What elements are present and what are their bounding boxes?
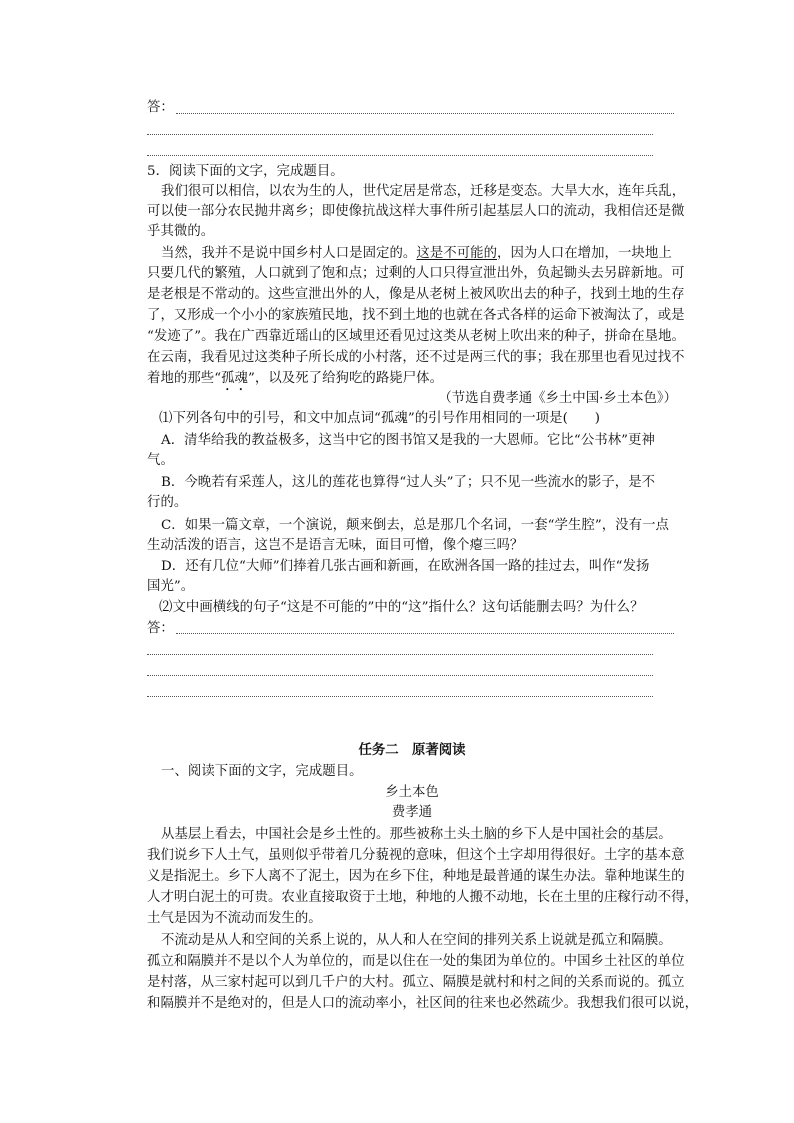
paragraph-line: 我们说乡下人土气，虽则似乎带着几分藐视的意味，但这个土字却用得很好。土字的基本意 (147, 848, 685, 863)
paragraph-line: 了，又形成一个小小的家族殖民地，找不到土地的也就在各式各样的运命下被淘汰了，或是 (147, 308, 685, 323)
answer-line (147, 134, 653, 135)
dotted-word: 孤魂 (221, 371, 248, 386)
answer-line (147, 155, 653, 156)
paragraph-line: 我们很可以相信，以农为生的人，世代定居是常态，迁移是变态。大旱大水，连年兵乱， (161, 184, 686, 199)
option-b-cont: 行的。 (147, 495, 188, 510)
paragraph-line: 从基层上看去，中国社会是乡土性的。那些被称土头土脑的乡下人是中国社会的基层。 (161, 827, 672, 842)
answer-label: 答： (147, 100, 174, 115)
paragraph-line: 不流动是从人和空间的关系上说的，从人和人在空间的排列关系上说就是孤立和隔膜。 (161, 933, 672, 948)
option-d: D．还有几位“大师”们捧着几张古画和新画，在欧洲各国一路的挂过去，叫作“发扬 (161, 559, 650, 574)
section-heading: 一、阅读下面的文字，完成题目。 (161, 764, 363, 779)
paragraph-line: 义是指泥土。乡下人离不了泥土，因为在乡下住，种地是最普通的谋生办法。靠种地谋生的 (147, 869, 685, 884)
paragraph-line (161, 244, 691, 264)
option-d-cont: 国光”。 (147, 579, 195, 594)
answer-line (176, 113, 674, 114)
section-title: 任务二 原著阅读 (358, 742, 466, 758)
paragraph-line: 是村落，从三家村起可以到几千户的大村。孤立、隔膜是就村和村之间的关系而说的。孤立 (147, 975, 685, 990)
text-run: 当然，我并不是说中国乡村人口是固定的。 (161, 246, 417, 261)
paragraph-line: 可以使一部分农民抛井离乡；即使像抗战这样大事件所引起基层人口的流动，我相信还是微 (147, 204, 685, 219)
answer-line (176, 633, 674, 634)
option-a: A．清华给我的教益极多，这当中它的图书馆又是我的一大恩师。它比“公书林”更神 (161, 433, 655, 448)
paragraph-line: 土气是因为不流动而发生的。 (147, 911, 322, 926)
answer-line (147, 696, 653, 697)
option-c-cont: 生动活泼的语言，这岂不是语言无味，面目可憎，像个瘪三吗？ (147, 538, 524, 553)
text-run: ”，以及死了给狗吃的路毙尸体。 (248, 371, 444, 386)
sub-question: ⑴下列各句中的引号，和文中加点词“孤魂”的引号作用相同的一项是( ) (159, 411, 600, 426)
paragraph-line: 乎其微的。 (147, 224, 215, 239)
source-citation: （节选自费孝通《乡土中国·乡土本色》） (438, 391, 677, 406)
option-c: C．如果一篇文章，一个演说，颠来倒去，总是那几个名词，一套“学生腔”，没有一点 (161, 518, 669, 533)
answer-label: 答： (147, 621, 174, 636)
paragraph-line: 人才明白泥土的可贵。农业直接取资于土地，种地的人搬不动地，长在土里的庄稼行动不得， (147, 890, 699, 905)
question-heading: 5．阅读下面的文字，完成题目。 (147, 164, 344, 179)
paragraph-line: 孤立和隔膜并不是以个人为单位的，而是以住在一处的集团为单位的。中国乡土社区的单位 (147, 954, 685, 969)
article-title: 乡土本色 (385, 785, 439, 800)
text-run: ，因为人口在增加，一块地上 (497, 246, 672, 261)
text-run: 着地的那些“ (147, 371, 222, 386)
sub-question: ⑵文中画横线的句子“这是不可能的”中的“这”指什么？这句话能删去吗？为什么？ (159, 600, 644, 615)
answer-line (147, 675, 653, 676)
paragraph-line: 在云南，我看见过这类种子所长成的小村落，还不过是两三代的事；我在那里也看见过找不 (147, 350, 685, 365)
answer-line (147, 654, 653, 655)
article-author: 费孝通 (391, 805, 433, 820)
paragraph-line: 是老根是不常动的。这些宣泄出外的人，像是从老树上被风吹出去的种子，找到土地的生存 (147, 287, 685, 302)
paragraph-line: 只要几代的繁殖，人口就到了饱和点；过剩的人口只得宣泄出外，负起锄头去另辟新地。可 (147, 266, 685, 281)
option-a-cont: 气。 (147, 453, 174, 468)
option-b: B．今晚若有采莲人，这儿的莲花也算得“过人头”了；只不见一些流水的影子，是不 (161, 475, 656, 490)
paragraph-line: “发迹了”。我在广西靠近瑶山的区域里还看见过这类从老树上吹出来的种子，拼命在垦地。 (147, 329, 685, 344)
paragraph-line: 和隔膜并不是绝对的，但是人口的流动率小，社区间的往来也必然疏少。我想我们很可以说， (147, 996, 699, 1011)
underlined-sentence: 这是不可能的 (416, 246, 498, 261)
